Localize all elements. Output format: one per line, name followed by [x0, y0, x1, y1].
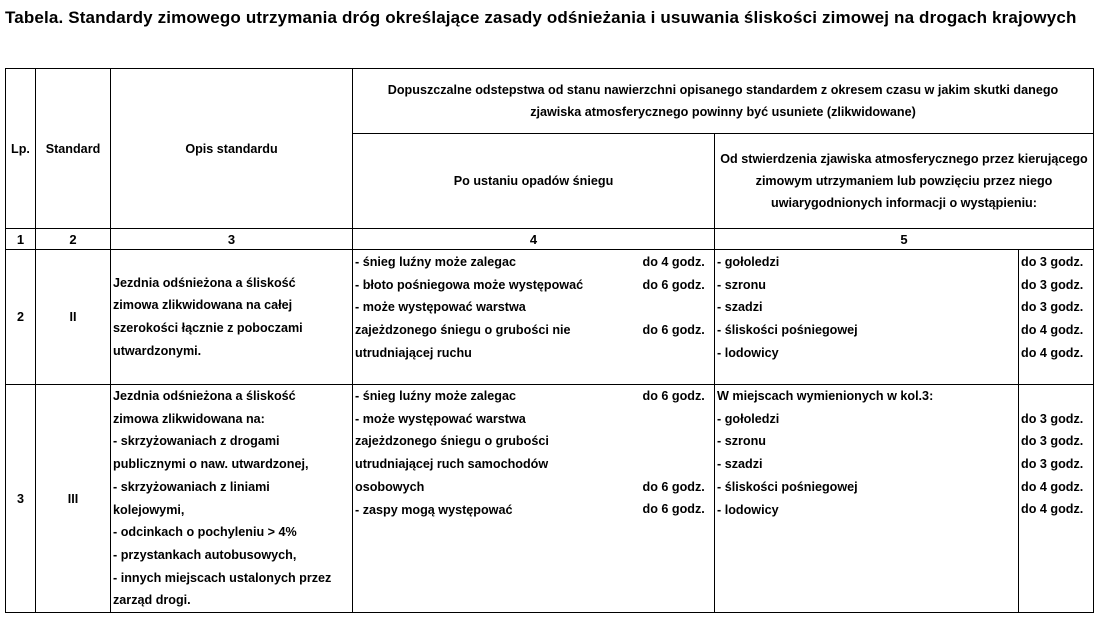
condition-line: zajeżdzonego śniegu o grubości nie — [355, 323, 571, 338]
opis-line: szerokości łącznie z poboczami — [113, 321, 303, 335]
time-value: do 6 godz. — [642, 502, 705, 517]
opis-line: zimowa zlikwidowana na całej — [113, 298, 293, 313]
header-deviation: Dopuszczalne odstepstwa od stanu nawierzchni opisanego standardem z okresem czasu w jakim skutki danego zjawiska atmosferycznego powinny być usuniete (zlikwidowane) — [353, 69, 1094, 134]
header-from-detection: Od stwierdzenia zjawiska atmosferycznego przez kierującego zimowym utrzymaniem lub powzięciu przez niego uwiarygodnionych informacji o wystąpieniu: — [715, 134, 1094, 229]
condition-line: osobowych — [355, 479, 425, 494]
row-lp: 3 — [6, 385, 36, 613]
opis-line: utwardzonymi. — [113, 343, 202, 358]
time-value: do 3 godz. — [1021, 411, 1084, 426]
header-after-snow: Po ustaniu opadów śniegu — [353, 134, 715, 229]
col-number: 1 — [6, 229, 36, 250]
time-value — [643, 342, 715, 365]
row-col4-text — [353, 250, 641, 385]
row-opis — [111, 250, 353, 385]
condition-line: - może występować warstwa — [355, 411, 526, 426]
condition-line: - śliskości pośniegowej — [717, 323, 858, 338]
time-value: do 6 godz. — [642, 323, 705, 338]
row-col5-text — [715, 250, 1019, 385]
time-value: do 4 godz. — [1021, 345, 1084, 360]
row-col4-text — [353, 385, 641, 613]
row-col5-time — [1019, 385, 1094, 613]
condition-line: - lodowicy — [717, 345, 779, 360]
condition-line: - szronu — [717, 434, 766, 449]
header-opis: Opis standardu — [111, 69, 353, 229]
table-row-standard-ii — [6, 250, 1094, 385]
standards-table — [5, 68, 1094, 613]
condition-line: - śnieg luźny może zalegac — [355, 255, 516, 269]
condition-line: - gołoledzi — [717, 255, 780, 269]
time-value: do 4 godz. — [1021, 323, 1084, 338]
condition-line: - szadzi — [717, 300, 763, 315]
time-value: do 4 godz. — [642, 255, 705, 269]
col-number: 2 — [36, 229, 111, 250]
time-value: do 3 godz. — [1021, 277, 1084, 292]
opis-line: - skrzyżowaniach z liniami — [113, 479, 270, 494]
time-value: do 3 godz. — [1021, 457, 1084, 472]
time-value: do 3 godz. — [1021, 255, 1084, 269]
table-row-standard-iii — [6, 385, 1094, 613]
condition-line: - gołoledzi — [717, 411, 780, 426]
time-value: do 6 godz. — [642, 479, 705, 494]
condition-line: utrudniającej ruchu — [355, 345, 472, 360]
condition-line: utrudniającej ruch samochodów — [355, 457, 549, 472]
opis-line: - innych miejscach ustalonych przez — [113, 570, 332, 585]
condition-line: - śnieg luźny może zalegac — [355, 389, 516, 403]
row-col5-time — [1019, 250, 1094, 385]
time-value: do 4 godz. — [1021, 502, 1084, 517]
row-standard: II — [36, 250, 111, 385]
opis-line: publicznymi o naw. utwardzonej, — [113, 457, 309, 472]
condition-line: - może występować warstwa — [355, 300, 526, 315]
time-value: do 6 godz. — [642, 277, 705, 292]
condition-line: - błoto pośniegowa może występować — [355, 277, 584, 292]
opis-line: zimowa zlikwidowana na: — [113, 411, 265, 426]
time-value: do 4 godz. — [1021, 479, 1084, 494]
condition-line: - szadzi — [717, 457, 763, 472]
time-value: do 3 godz. — [1021, 434, 1084, 449]
row-standard: III — [36, 385, 111, 613]
condition-line: - szronu — [717, 277, 766, 292]
row-col5-text — [715, 385, 1019, 613]
condition-line: - zaspy mogą występować — [355, 502, 513, 517]
opis-line: - skrzyżowaniach z drogami — [113, 434, 280, 449]
opis-line: - przystankach autobusowych, — [113, 547, 297, 562]
condition-line: W miejscach wymienionych w kol.3: — [717, 389, 934, 403]
column-numbers-row — [6, 229, 1094, 250]
col-number: 4 — [353, 229, 715, 250]
time-value — [643, 296, 715, 319]
time-value: do 6 godz. — [642, 389, 705, 403]
col-number: 5 — [715, 229, 1094, 250]
row-lp: 2 — [6, 250, 36, 385]
header-lp: Lp. — [6, 69, 36, 229]
time-value — [643, 408, 715, 431]
condition-line: zajeżdzonego śniegu o grubości — [355, 434, 549, 449]
col-number: 3 — [111, 229, 353, 250]
header-standard: Standard — [36, 69, 111, 229]
time-value — [643, 453, 715, 476]
opis-line: Jezdnia odśnieżona a śliskość — [113, 275, 296, 290]
table-title: Tabela. Standardy zimowego utrzymania dróg określające zasady odśnieżania i usuwania śliskości zimowej na drogach krajowych — [5, 8, 1077, 27]
opis-line: Jezdnia odśnieżona a śliskość — [113, 389, 296, 403]
row-opis — [111, 385, 353, 613]
opis-line: kolejowymi, — [113, 502, 185, 517]
row-col4-time — [641, 250, 715, 385]
time-value: do 3 godz. — [1021, 300, 1084, 315]
time-value — [1021, 385, 1093, 408]
condition-line: - lodowicy — [717, 502, 779, 517]
opis-line: zarząd drogi. — [113, 593, 191, 608]
row-col4-time — [641, 385, 715, 613]
condition-line: - śliskości pośniegowej — [717, 479, 858, 494]
time-value — [643, 430, 715, 453]
opis-line: - odcinkach o pochyleniu > 4% — [113, 525, 297, 540]
